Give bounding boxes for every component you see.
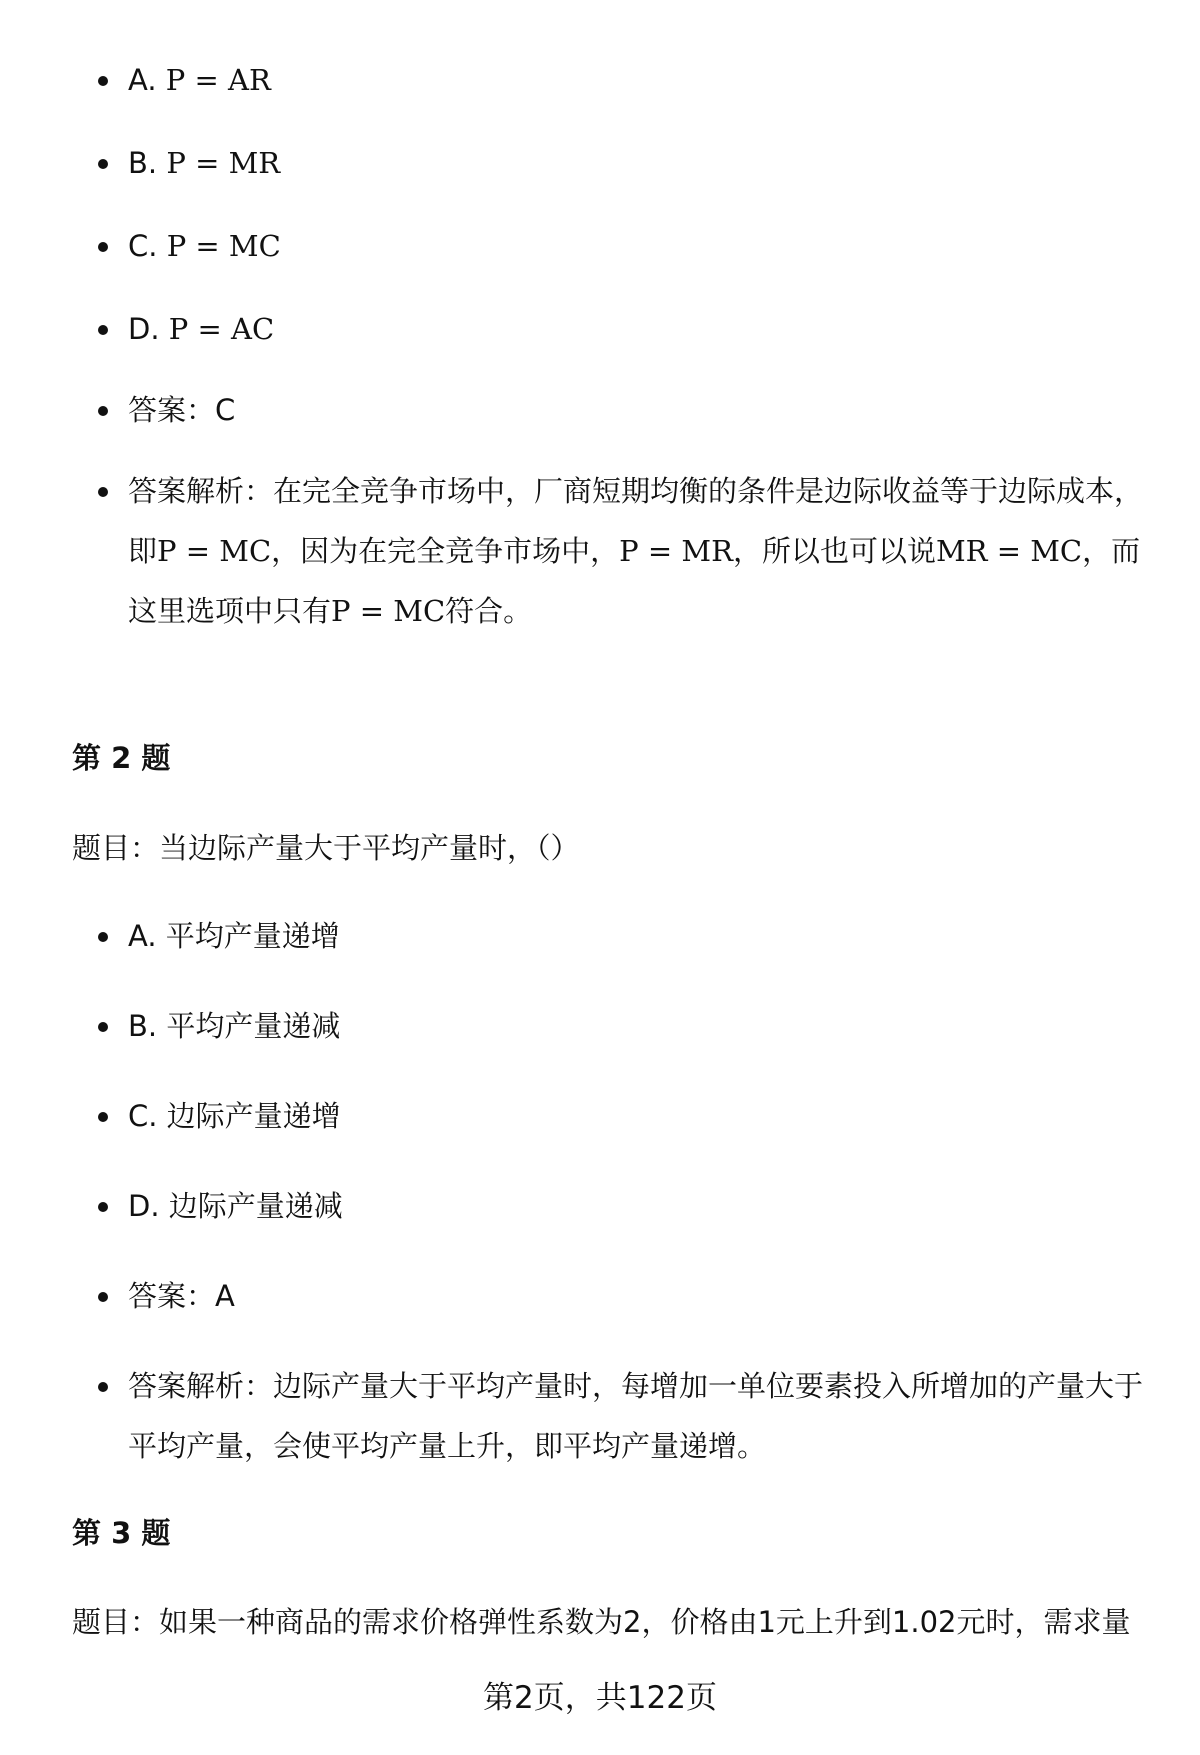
bullet-icon xyxy=(98,325,108,335)
option-text: B. 平均产量递减 xyxy=(128,1009,341,1043)
analysis-text: ，而这里选项中只有 xyxy=(128,534,1141,628)
option-letter: A. xyxy=(128,63,157,97)
analysis-suffix: 符合。 xyxy=(445,594,533,628)
q2-option-list xyxy=(98,906,1158,1476)
bullet-icon xyxy=(98,487,108,497)
q2-option-b xyxy=(98,996,1158,1056)
analysis-equation: P = MR xyxy=(619,534,733,568)
q2-option-d xyxy=(98,1176,1158,1236)
analysis-equation: P = MC xyxy=(331,594,446,628)
analysis-equation: MR = MC xyxy=(935,534,1083,568)
q2-option-c xyxy=(98,1086,1158,1146)
q1-option-c xyxy=(98,216,1158,276)
q1-answer xyxy=(98,380,1158,440)
page-number-footer: 第2页，共122页 xyxy=(483,1680,717,1716)
bullet-icon xyxy=(98,1202,108,1212)
answer-text: 答案：C xyxy=(128,393,236,427)
bullet-icon xyxy=(98,1112,108,1122)
option-text: D. 边际产量递减 xyxy=(128,1189,343,1223)
option-expression: P = AC xyxy=(168,312,275,346)
bullet-icon xyxy=(98,1382,108,1392)
analysis-text: 答案解析：边际产量大于平均产量时，每增加一单位要素投入所增加的产量大于平均产量，会使平均产量上升，即平均产量递增。 xyxy=(128,1369,1144,1463)
bullet-icon xyxy=(98,1292,108,1302)
option-expression: P = MR xyxy=(166,146,281,180)
analysis-equation: P = MC xyxy=(157,534,272,568)
bullet-icon xyxy=(98,406,108,416)
q2-option-a xyxy=(98,906,1158,966)
bullet-icon xyxy=(98,76,108,86)
analysis-text: ，因为在完全竞争市场中， xyxy=(271,534,620,568)
question-2-title: 第 2 题 xyxy=(72,741,171,775)
option-letter: C. xyxy=(128,229,158,263)
q2-analysis xyxy=(98,1356,1158,1476)
q1-option-list xyxy=(98,50,1158,641)
option-expression: P = MC xyxy=(166,229,281,263)
answer-text: 答案：A xyxy=(128,1279,235,1313)
analysis-text: ，所以也可以说 xyxy=(732,534,936,568)
q1-option-b xyxy=(98,133,1158,193)
analysis-prefix: 答案解析：在完全竞争市场中，厂商短期均衡的条件是边际收益等于边际成本，即 xyxy=(128,474,1144,568)
bullet-icon xyxy=(98,1022,108,1032)
bullet-icon xyxy=(98,242,108,252)
q1-analysis xyxy=(98,461,1158,641)
question-2-stem: 题目：当边际产量大于平均产量时，（） xyxy=(72,831,580,865)
question-3-stem: 题目：如果一种商品的需求价格弹性系数为2，价格由1元上升到1.02元时，需求量 xyxy=(72,1605,1131,1639)
bullet-icon xyxy=(98,159,108,169)
question-3-title: 第 3 题 xyxy=(72,1516,171,1550)
option-text: C. 边际产量递增 xyxy=(128,1099,341,1133)
bullet-icon xyxy=(98,932,108,942)
q1-option-a xyxy=(98,50,1158,110)
q2-answer xyxy=(98,1266,1158,1326)
option-letter: D. xyxy=(128,312,160,346)
option-expression: P = AR xyxy=(165,63,271,97)
option-text: A. 平均产量递增 xyxy=(128,919,340,953)
option-letter: B. xyxy=(128,146,158,180)
q1-option-d xyxy=(98,299,1158,359)
